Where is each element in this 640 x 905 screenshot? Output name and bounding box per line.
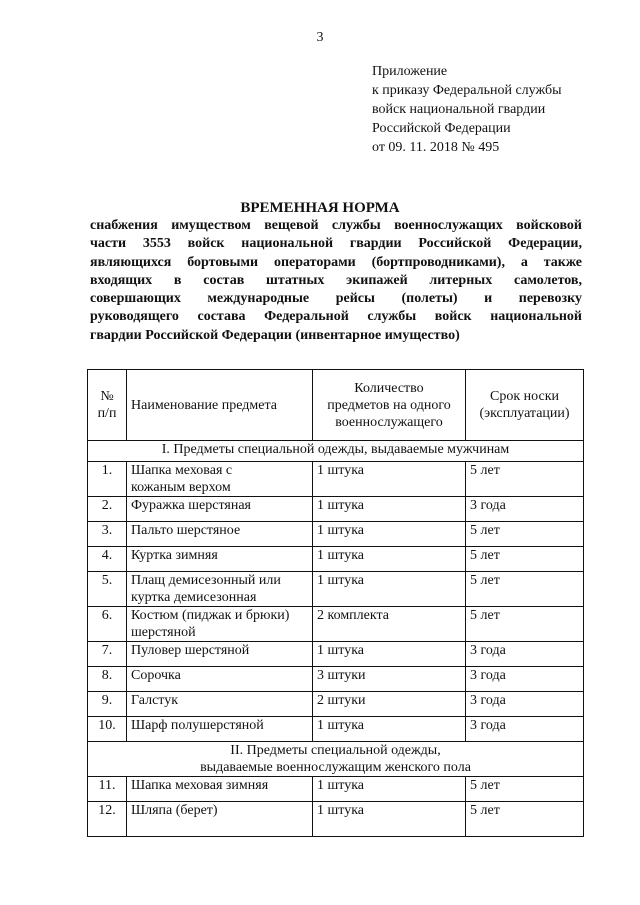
cell-qty: 1 штука <box>313 572 466 607</box>
header-qty-line: предметов на одного <box>327 397 451 413</box>
subtitle-line: снабжения имуществом вещевой службы военнослужащих войсковой <box>90 218 582 233</box>
cell-name-line: Костюм (пиджак и брюки) <box>131 608 290 623</box>
norm-table <box>87 369 584 837</box>
appendix-line: войск национальной гвардии <box>372 102 546 117</box>
header-name <box>127 370 313 441</box>
cell-qty: 1 штука <box>313 497 466 522</box>
cell-name: Шляпа (берет) <box>127 802 313 837</box>
cell-term: 3 года <box>466 692 584 717</box>
header-num <box>88 370 127 441</box>
cell-num: 2. <box>88 497 127 522</box>
subtitle-line: являющихся бортовыми операторами (бортпроводниками), а также <box>90 254 582 270</box>
cell-num: 1. <box>88 462 127 497</box>
subtitle-line: части 3553 войск национальной гвардии Российской Федерации, <box>90 236 582 252</box>
subtitle-line: совершающих международные рейсы (полеты) и перевозку <box>90 291 582 307</box>
cell-qty: 1 штука <box>313 802 466 837</box>
table-row <box>88 522 584 547</box>
table-row <box>88 667 584 692</box>
table-row <box>88 572 584 607</box>
table-row <box>88 692 584 717</box>
cell-qty: 1 штука <box>313 777 466 802</box>
cell-term: 5 лет <box>466 607 584 642</box>
table-row <box>88 717 584 742</box>
cell-qty: 1 штука <box>313 462 466 497</box>
cell-term: 5 лет <box>466 462 584 497</box>
section-title <box>88 742 584 777</box>
header-term-line: (эксплуатации) <box>479 406 570 421</box>
header-qty-line: Количество <box>354 380 424 396</box>
cell-qty: 2 комплекта <box>313 607 466 642</box>
cell-name: Шарф полушерстяной <box>127 717 313 742</box>
cell-num: 11. <box>88 777 127 802</box>
cell-name <box>127 607 313 642</box>
subtitle-line: руководящего состава Федеральной службы войск национальной <box>90 309 582 325</box>
cell-name-line: куртка демисезонная <box>131 590 257 605</box>
cell-num: 9. <box>88 692 127 717</box>
appendix-block <box>372 62 561 157</box>
cell-name <box>127 572 313 607</box>
cell-name-line: Плащ демисезонный или <box>131 573 281 588</box>
cell-num: 8. <box>88 667 127 692</box>
table-header-row <box>88 370 584 441</box>
page-number: 3 <box>316 30 324 45</box>
table-row <box>88 547 584 572</box>
appendix-line: Приложение <box>372 64 448 79</box>
cell-name <box>127 462 313 497</box>
header-name-text: Наименование предмета <box>131 397 277 413</box>
cell-qty: 2 штуки <box>313 692 466 717</box>
cell-term: 5 лет <box>466 777 584 802</box>
cell-name: Пальто шерстяное <box>127 522 313 547</box>
appendix-line: от 09. 11. 2018 № 495 <box>372 140 500 155</box>
cell-name: Сорочка <box>127 667 313 692</box>
section-title: I. Предметы специальной одежды, выдаваемые мужчинам <box>88 441 584 462</box>
table-row <box>88 802 584 837</box>
header-term-line: Срок носки <box>490 389 559 404</box>
section-title-line: выдаваемые военнослужащим женского пола <box>200 760 471 775</box>
appendix-line: к приказу Федеральной службы <box>372 83 562 98</box>
cell-qty: 3 штуки <box>313 667 466 692</box>
section-row <box>88 441 584 462</box>
document-subtitle <box>90 217 582 345</box>
cell-term: 3 года <box>466 642 584 667</box>
cell-qty: 1 штука <box>313 547 466 572</box>
section-title-line: II. Предметы специальной одежды, <box>230 743 441 758</box>
cell-qty: 1 штука <box>313 522 466 547</box>
header-num-line: № <box>100 389 114 404</box>
cell-term: 3 года <box>466 497 584 522</box>
cell-num: 4. <box>88 547 127 572</box>
cell-num: 12. <box>88 802 127 837</box>
cell-name: Шапка меховая зимняя <box>127 777 313 802</box>
document-title: ВРЕМЕННАЯ НОРМА <box>240 200 400 216</box>
subtitle-line: гвардии Российской Федерации (инвентарное имущество) <box>90 327 460 343</box>
table-row <box>88 497 584 522</box>
header-quantity <box>313 370 466 441</box>
cell-name: Фуражка шерстяная <box>127 497 313 522</box>
subtitle-line: входящих в состав штатных экипажей литерных самолетов, <box>90 272 582 288</box>
cell-name-line: кожаным верхом <box>131 480 231 495</box>
cell-num: 5. <box>88 572 127 607</box>
cell-term: 3 года <box>466 717 584 742</box>
header-num-line: п/п <box>97 406 117 421</box>
table-row <box>88 607 584 642</box>
cell-qty: 1 штука <box>313 642 466 667</box>
cell-term: 3 года <box>466 667 584 692</box>
cell-term: 5 лет <box>466 522 584 547</box>
header-qty-line: военнослужащего <box>335 414 443 430</box>
cell-term: 5 лет <box>466 572 584 607</box>
cell-num: 10. <box>88 717 127 742</box>
section-row <box>88 742 584 777</box>
cell-name: Галстук <box>127 692 313 717</box>
table-row <box>88 777 584 802</box>
cell-qty: 1 штука <box>313 717 466 742</box>
cell-num: 3. <box>88 522 127 547</box>
header-term <box>466 370 584 441</box>
cell-term: 5 лет <box>466 547 584 572</box>
cell-name: Куртка зимняя <box>127 547 313 572</box>
cell-name-line: шерстяной <box>131 625 196 640</box>
cell-name-line: Шапка меховая с <box>131 463 233 478</box>
appendix-line: Российской Федерации <box>372 121 511 136</box>
table-row <box>88 462 584 497</box>
cell-name: Пуловер шерстяной <box>127 642 313 667</box>
cell-term: 5 лет <box>466 802 584 837</box>
cell-num: 6. <box>88 607 127 642</box>
cell-num: 7. <box>88 642 127 667</box>
table-row <box>88 642 584 667</box>
